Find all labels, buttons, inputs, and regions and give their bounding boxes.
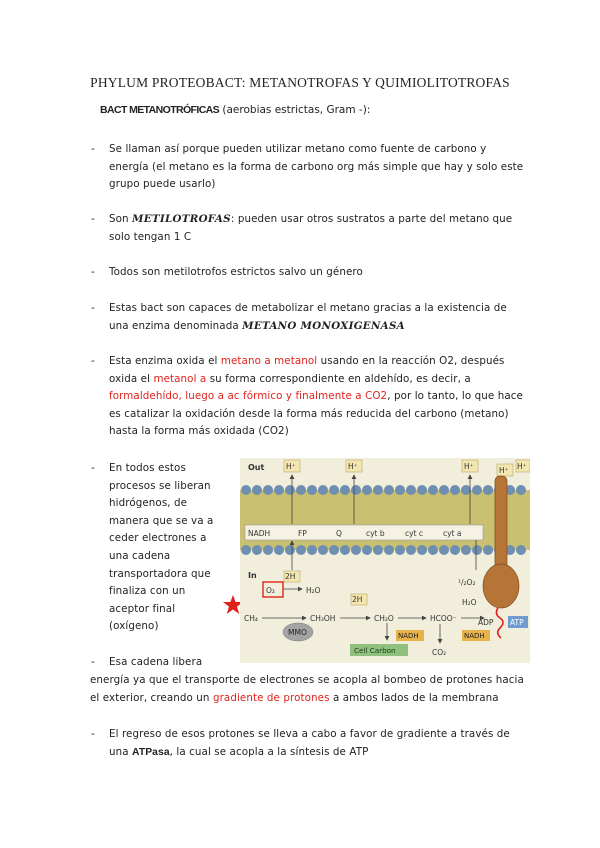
handwritten-metano-monoxigenasa: METANO MONOXIGENASA bbox=[242, 319, 405, 332]
handwritten-metilotrofas: METILOTROFAS bbox=[132, 213, 231, 225]
out-label: Out bbox=[248, 463, 265, 472]
hcoo-label: HCOO⁻ bbox=[430, 614, 457, 623]
h-plus-3: H⁺ bbox=[464, 462, 474, 471]
red-formaldehido: formaldehído, bbox=[109, 390, 182, 403]
bullet-2-text: Son METILOTROFAS: pueden usar otros sustratos a parte del metano que solo tengan 1 C bbox=[109, 213, 513, 243]
co2-label: CO₂ bbox=[432, 648, 447, 657]
bullet-dash: - bbox=[91, 462, 95, 474]
bullet-7-first-line: Esa cadena libera bbox=[109, 656, 203, 668]
cytb-label: cyt b bbox=[366, 529, 385, 538]
red-gradiente-protones: gradiente de protones bbox=[212, 691, 330, 704]
cell-carbon-label: Cell Carbon bbox=[354, 646, 396, 655]
section-heading bbox=[100, 104, 370, 116]
bullet-dash: - bbox=[91, 656, 95, 668]
bullet-5-text: Esta enzima oxida el metano a metanol usando en la reacción O2, después oxida el metanol a su forma correspondiente en aldehído, es decir, a formaldehído, luego a ac fórmico y finalmente a CO2, por lo tanto, lo que hace es catalizar la oxidación desde la forma más reducida del carbono (metano) hasta la forma más oxidada (CO2) bbox=[109, 355, 523, 438]
atp-label: ATP bbox=[510, 618, 524, 627]
cytc-label: cyt c bbox=[405, 529, 424, 538]
ch2o-label: CH₂O bbox=[374, 614, 394, 623]
bullet-6-text: En todos estos procesos se liberan hidrógenos, de manera que se va a ceder electrones a una cadena transportadora que finaliza con un aceptor final (oxígeno) bbox=[109, 462, 214, 633]
h-plus-4: H⁺ bbox=[499, 466, 509, 475]
h2o-left-label: H₂O bbox=[306, 586, 321, 595]
ch3oh-label: CH₃OH bbox=[310, 614, 336, 623]
nadh-label: NADH bbox=[248, 529, 271, 538]
two-h-1: 2H bbox=[285, 572, 296, 581]
half-o2-label: ¹/₂O₂ bbox=[458, 578, 476, 587]
o2-label: O₂ bbox=[266, 586, 275, 595]
in-label: In bbox=[248, 571, 257, 580]
h-plus-1: H⁺ bbox=[286, 462, 296, 471]
bullet-4-text: Estas bact son capaces de metabolizar el metano gracias a la existencia de una enzima denominada METANO MONOXIGENASA bbox=[109, 302, 507, 332]
bullet-1-text: Se llaman así porque pueden utilizar metano como fuente de carbono y energía (el metano es la forma de carbono org más simple que hay y solo este grupo puede usarlo) bbox=[109, 143, 524, 191]
bullet-3-text: Todos son metilotrofos estrictos salvo un género bbox=[109, 266, 363, 278]
bullet-8-text: El regreso de esos protones se lleva a cabo a favor de gradiente a través de una ATPasa, la cual se acopla a la síntesis de ATP bbox=[109, 728, 510, 758]
adp-label: ADP bbox=[478, 618, 494, 627]
red-acido-formico: luego a ac fórmico y finalmente a CO2 bbox=[185, 390, 388, 403]
nadh-2-label: NADH bbox=[464, 632, 485, 640]
bullet-dash: - bbox=[91, 143, 95, 155]
bullet-dash: - bbox=[91, 302, 95, 314]
bullet-dash: - bbox=[91, 266, 95, 278]
cyta-label: cyt a bbox=[443, 529, 462, 538]
ch4-label: CH₄ bbox=[244, 614, 258, 623]
fp-label: FP bbox=[298, 529, 307, 538]
two-h-2: 2H bbox=[352, 595, 363, 604]
bullet-dash: - bbox=[91, 355, 95, 367]
nadh-1-label: NADH bbox=[398, 632, 419, 640]
heading-bold: BACT METANOTRÓFICAS bbox=[100, 104, 220, 116]
electron-transport-diagram bbox=[240, 458, 530, 663]
membrane-core bbox=[240, 490, 530, 550]
atpase-head bbox=[483, 564, 519, 608]
h2o-right-label: H₂O bbox=[462, 598, 477, 607]
h-plus-5: H⁺ bbox=[517, 462, 527, 471]
heading-rest: (aerobias estrictas, Gram -): bbox=[219, 104, 371, 116]
red-metanol: metanol a bbox=[153, 372, 207, 385]
h-plus-2: H⁺ bbox=[348, 462, 358, 471]
bullet-dash: - bbox=[91, 728, 95, 740]
q-label: Q bbox=[336, 529, 342, 538]
bullet-dash: - bbox=[91, 213, 95, 225]
red-metano-metanol: metano a metanol bbox=[220, 355, 318, 367]
mmo-label: MMO bbox=[288, 628, 307, 637]
bullet-7-text: energía ya que el transporte de electrones se acopla al bombeo de protones hacia el exterior, creando un gradiente de protones a ambos lados de la membrana bbox=[90, 674, 524, 704]
page-title: PHYLUM PROTEOBACT: METANOTROFAS Y QUIMIOLITOTROFAS bbox=[90, 75, 510, 90]
bold-atpasa: ATPasa bbox=[132, 746, 170, 758]
